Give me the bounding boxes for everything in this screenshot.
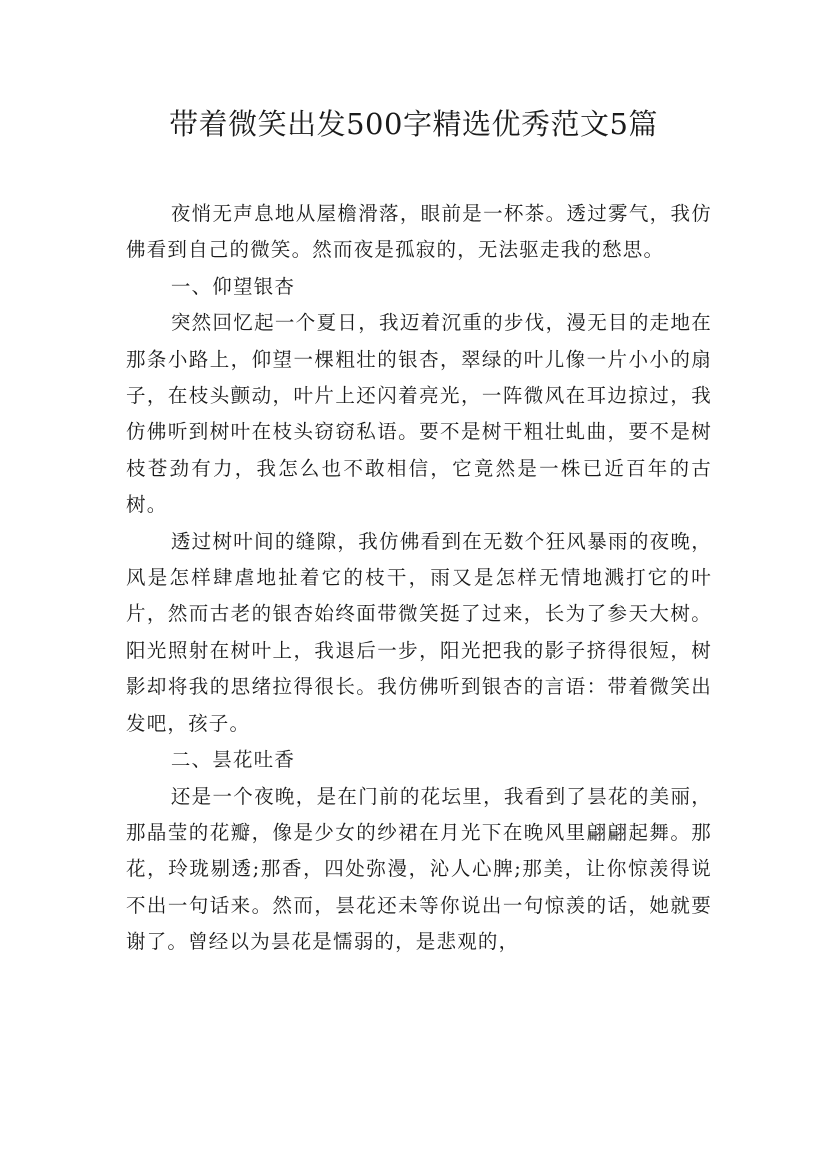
- document-title: 带着微笑出发500字精选优秀范文5篇: [169, 107, 658, 141]
- section-heading-ginkgo: 一、仰望银杏: [170, 274, 296, 298]
- paragraph-intro: 夜悄无声息地从屋檐滑落，眼前是一杯茶。透过雾气，我仿佛看到自己的微笑。然而夜是孤寂的，无法驱走我的愁思。: [126, 202, 712, 262]
- paragraph-epiphyllum-1: 还是一个夜晚，是在门前的花坛里，我看到了昙花的美丽，那晶莹的花瓣，像是少女的纱裙在月光下在晚风里翩翩起舞。那花，玲珑剔透;那香，四处弥漫，沁人心脾;那美，让你惊羡得说不出一句话来。然而，昙花还未等你说出一句惊羡的话，她就要谢了。曾经以为昙花是懦弱的，是悲观的，: [126, 784, 712, 954]
- paragraph-ginkgo-1: 突然回忆起一个夏日，我迈着沉重的步伐，漫无目的走地在那条小路上，仰望一棵粗壮的银杏，翠绿的叶儿像一片小小的扇子，在枝头颤动，叶片上还闪着亮光，一阵微风在耳边掠过，我仿佛听到树叶在枝头窃窃私语。要不是树干粗壮虬曲，要不是树枝苍劲有力，我怎么也不敢相信，它竟然是一株已近百年的古树。: [126, 311, 712, 517]
- paragraph-ginkgo-2: 透过树叶间的缝隙，我仿佛看到在无数个狂风暴雨的夜晚，风是怎样肆虐地扯着它的枝干，雨又是怎样无情地溅打它的叶片，然而古老的银杏始终面带微笑挺了过来，长为了参天大树。阳光照射在树叶上，我退后一步，阳光把我的影子挤得很短，树影却将我的思绪拉得很长。我仿佛听到银杏的言语：带着微笑出发吧，孩子。: [126, 529, 712, 735]
- document-body: [126, 196, 712, 961]
- section-heading-epiphyllum: 二、昙花吐香: [170, 748, 296, 772]
